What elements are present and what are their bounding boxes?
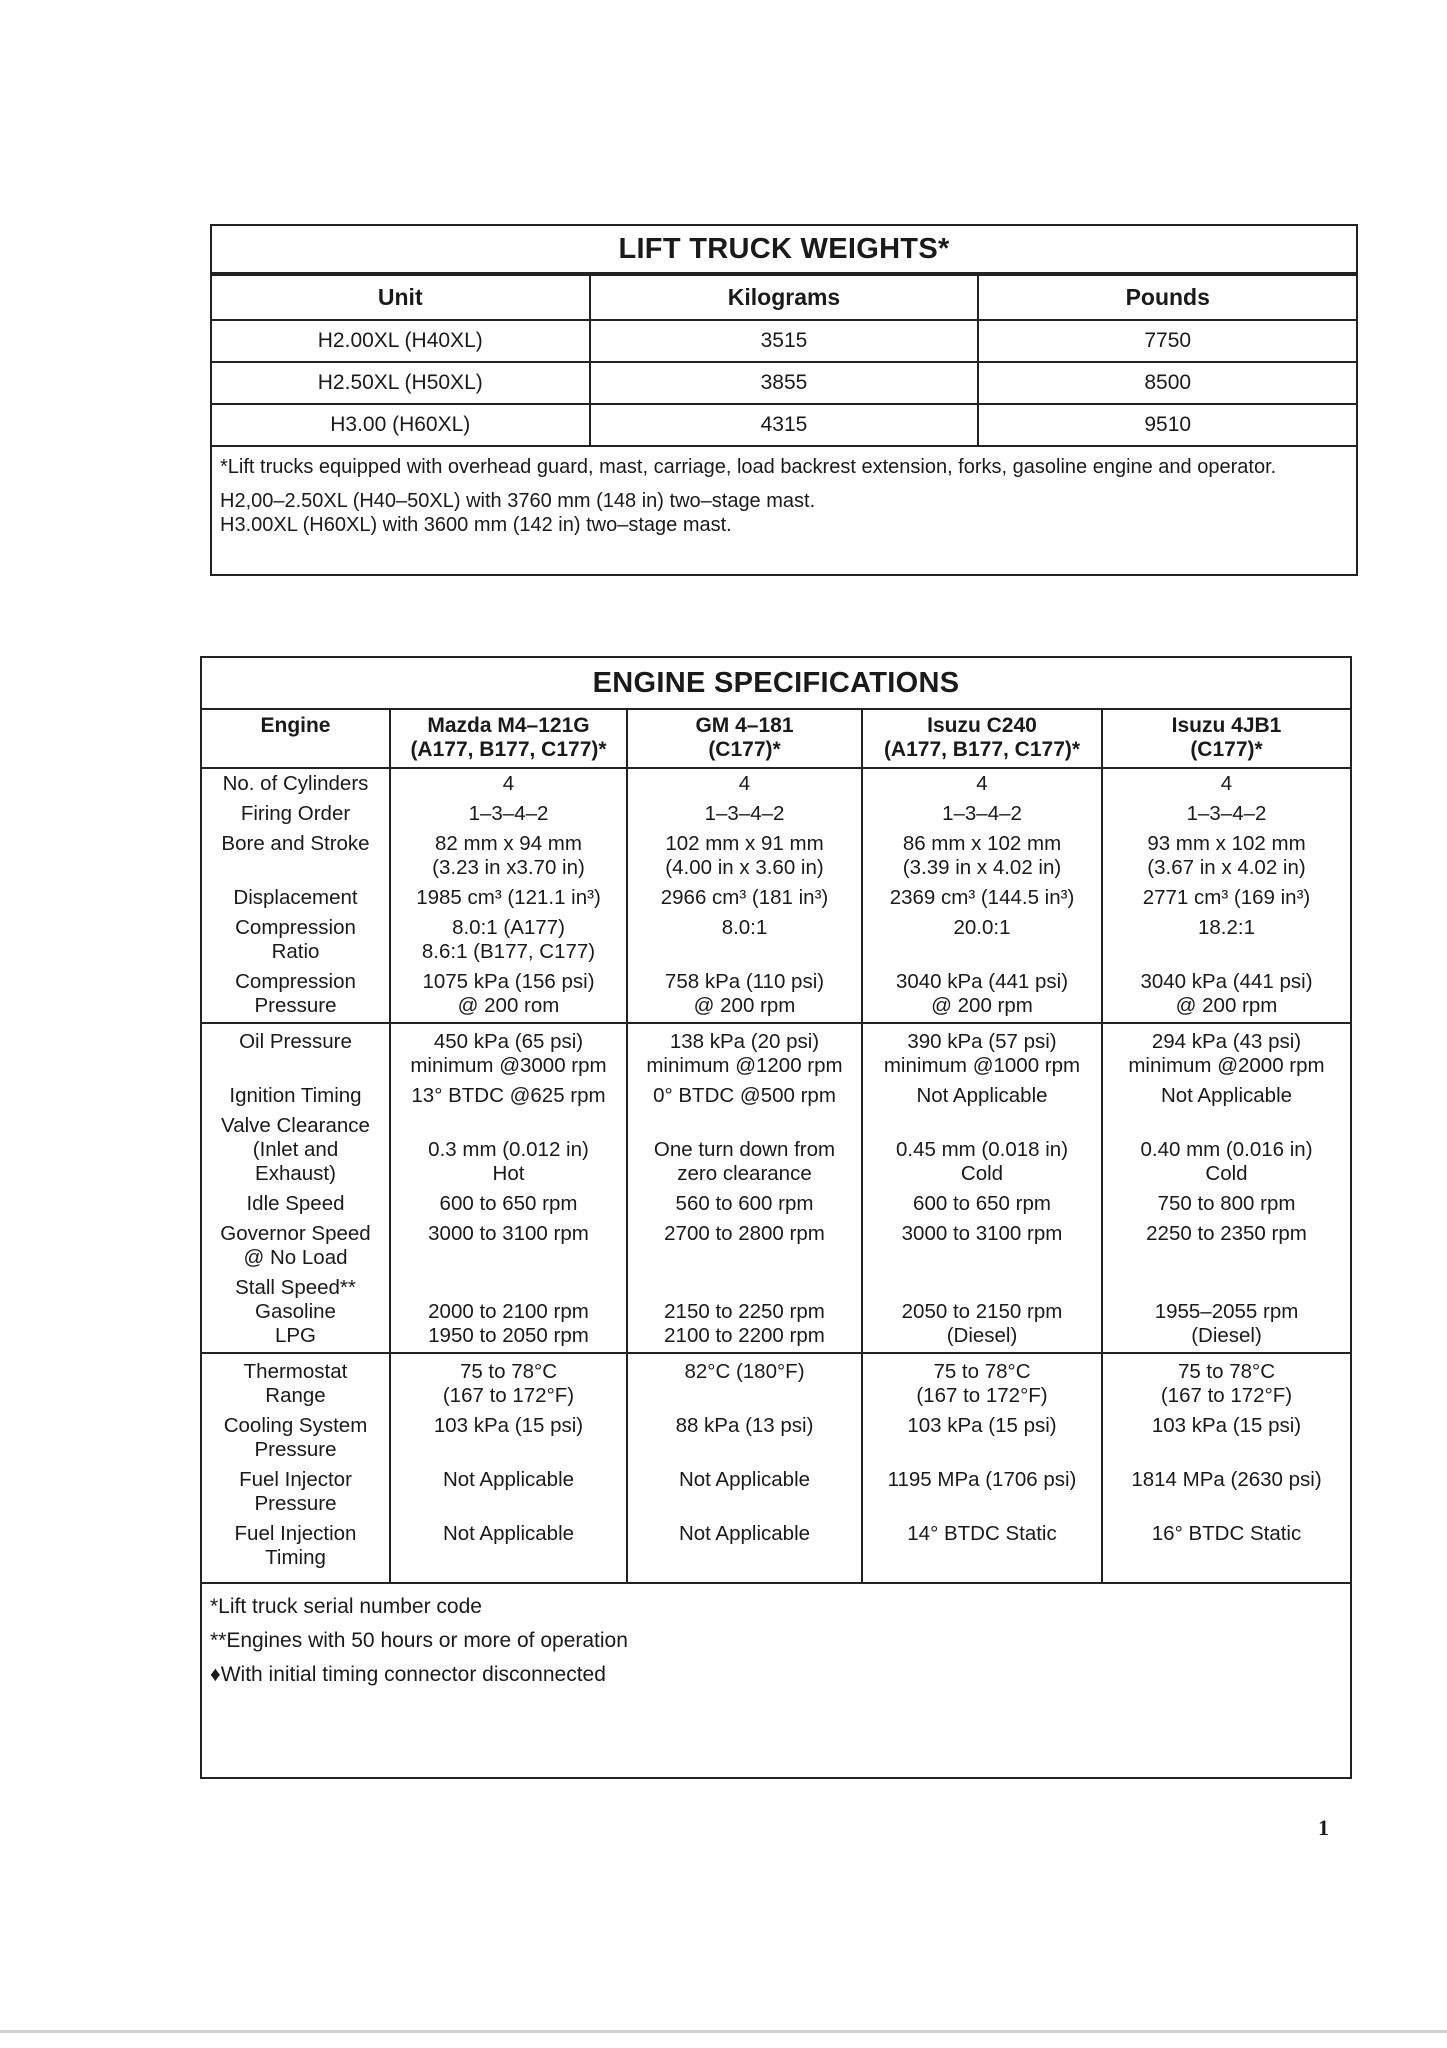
table-row xyxy=(202,1353,1350,1411)
pounds-cell: 7750 xyxy=(978,320,1356,362)
spec-value-cell: Not Applicable xyxy=(390,1465,627,1519)
spec-value-cell: 3000 to 3100 rpm xyxy=(390,1219,627,1273)
spec-value-cell: 75 to 78°C (167 to 172°F) xyxy=(390,1353,627,1411)
spec-value-cell: 1–3–4–2 xyxy=(627,799,862,829)
spec-value-cell: 16° BTDC Static xyxy=(1102,1519,1350,1583)
spec-value-cell: 1–3–4–2 xyxy=(862,799,1102,829)
spec-label-cell: No. of Cylinders xyxy=(202,768,390,799)
mast-note: H3.00XL (H60XL) with 3600 mm (142 in) two–stage mast. xyxy=(220,514,732,536)
kilograms-cell: 3855 xyxy=(590,362,979,404)
table-row xyxy=(202,967,1350,1023)
kilograms-cell: 4315 xyxy=(590,404,979,446)
spec-label-cell: Thermostat Range xyxy=(202,1353,390,1411)
header-engine-model: Isuzu 4JB1 (C177)* xyxy=(1102,710,1350,768)
spec-value-cell: Not Applicable xyxy=(627,1519,862,1583)
spec-value-cell: Not Applicable xyxy=(862,1081,1102,1111)
table-row xyxy=(202,768,1350,799)
header-engine: Engine xyxy=(202,710,390,768)
spec-value-cell: 0° BTDC @500 rpm xyxy=(627,1081,862,1111)
spec-value-cell: 4 xyxy=(1102,768,1350,799)
weights-title: LIFT TRUCK WEIGHTS* xyxy=(212,226,1356,274)
table-row xyxy=(202,799,1350,829)
engine-grid xyxy=(202,710,1350,1584)
table-row xyxy=(202,1023,1350,1081)
spec-value-cell: 600 to 650 rpm xyxy=(390,1189,627,1219)
spec-value-cell: 103 kPa (15 psi) xyxy=(1102,1411,1350,1465)
spec-label-cell: Stall Speed** Gasoline LPG xyxy=(202,1273,390,1353)
page-number: 1 xyxy=(1318,1815,1329,1840)
lift-truck-weights-table xyxy=(210,224,1358,576)
spec-label-cell: Compression Pressure xyxy=(202,967,390,1023)
spec-value-cell: 82 mm x 94 mm (3.23 in x3.70 in) xyxy=(390,829,627,883)
weights-notes xyxy=(212,447,1356,537)
spec-label-cell: Oil Pressure xyxy=(202,1023,390,1081)
spec-label-cell: Ignition Timing xyxy=(202,1081,390,1111)
header-engine-model: Isuzu C240 (A177, B177, C177)* xyxy=(862,710,1102,768)
spec-value-cell: 4 xyxy=(862,768,1102,799)
spec-value-cell: 1814 MPa (2630 psi) xyxy=(1102,1465,1350,1519)
spec-value-cell: 1–3–4–2 xyxy=(390,799,627,829)
spec-value-cell: 4 xyxy=(390,768,627,799)
spec-label-cell: Cooling System Pressure xyxy=(202,1411,390,1465)
spec-value-cell: 1–3–4–2 xyxy=(1102,799,1350,829)
table-row xyxy=(202,1273,1350,1353)
spec-value-cell: 93 mm x 102 mm (3.67 in x 4.02 in) xyxy=(1102,829,1350,883)
spec-value-cell: 294 kPa (43 psi) minimum @2000 rpm xyxy=(1102,1023,1350,1081)
spec-value-cell: 75 to 78°C (167 to 172°F) xyxy=(862,1353,1102,1411)
spec-value-cell: 1195 MPa (1706 psi) xyxy=(862,1465,1102,1519)
spec-label-cell: Governor Speed @ No Load xyxy=(202,1219,390,1273)
spec-value-cell: Not Applicable xyxy=(390,1519,627,1583)
pounds-cell: 9510 xyxy=(978,404,1356,446)
table-row xyxy=(202,913,1350,967)
spec-label-cell: Firing Order xyxy=(202,799,390,829)
spec-value-cell: 86 mm x 102 mm (3.39 in x 4.02 in) xyxy=(862,829,1102,883)
spec-value-cell: 2150 to 2250 rpm 2100 to 2200 rpm xyxy=(627,1273,862,1353)
table-row xyxy=(202,1111,1350,1189)
spec-value-cell: 600 to 650 rpm xyxy=(862,1189,1102,1219)
engine-specifications-table xyxy=(200,656,1352,1779)
spec-value-cell: 2250 to 2350 rpm xyxy=(1102,1219,1350,1273)
spec-value-cell: 8.0:1 (A177) 8.6:1 (B177, C177) xyxy=(390,913,627,967)
spec-value-cell: 8.0:1 xyxy=(627,913,862,967)
spec-value-cell: 0.40 mm (0.016 in) Cold xyxy=(1102,1111,1350,1189)
spec-value-cell: 450 kPa (65 psi) minimum @3000 rpm xyxy=(390,1023,627,1081)
header-kilograms: Kilograms xyxy=(590,275,979,320)
weights-grid xyxy=(212,274,1356,447)
spec-value-cell: 560 to 600 rpm xyxy=(627,1189,862,1219)
timing-connector-note: ♦With initial timing connector disconnected xyxy=(210,1663,606,1686)
spec-value-cell: 1955–2055 rpm (Diesel) xyxy=(1102,1273,1350,1353)
spec-label-cell: Valve Clearance (Inlet and Exhaust) xyxy=(202,1111,390,1189)
table-row xyxy=(212,404,1356,446)
table-row xyxy=(212,362,1356,404)
serial-code-note: *Lift truck serial number code xyxy=(210,1595,482,1618)
spec-value-cell: Not Applicable xyxy=(1102,1081,1350,1111)
header-engine-model: Mazda M4–121G (A177, B177, C177)* xyxy=(390,710,627,768)
spec-label-cell: Compression Ratio xyxy=(202,913,390,967)
spec-value-cell: 2050 to 2150 rpm (Diesel) xyxy=(862,1273,1102,1353)
spec-value-cell: 138 kPa (20 psi) minimum @1200 rpm xyxy=(627,1023,862,1081)
spec-value-cell: 3040 kPa (441 psi) @ 200 rpm xyxy=(1102,967,1350,1023)
spec-value-cell: 0.45 mm (0.018 in) Cold xyxy=(862,1111,1102,1189)
table-row xyxy=(202,1219,1350,1273)
unit-cell: H2.50XL (H50XL) xyxy=(212,362,590,404)
spec-value-cell: 1075 kPa (156 psi) @ 200 rom xyxy=(390,967,627,1023)
spec-value-cell: 2369 cm³ (144.5 in³) xyxy=(862,883,1102,913)
spec-value-cell: 2000 to 2100 rpm 1950 to 2050 rpm xyxy=(390,1273,627,1353)
engine-body xyxy=(202,768,1350,1583)
spec-value-cell: 13° BTDC @625 rpm xyxy=(390,1081,627,1111)
header-unit: Unit xyxy=(212,275,590,320)
spec-value-cell: 750 to 800 rpm xyxy=(1102,1189,1350,1219)
mast-note: H2,00–2.50XL (H40–50XL) with 3760 mm (148 in) two–stage mast. xyxy=(220,490,816,512)
table-row xyxy=(212,320,1356,362)
engine-title: ENGINE SPECIFICATIONS xyxy=(202,658,1350,710)
spec-label-cell: Fuel Injector Pressure xyxy=(202,1465,390,1519)
spec-value-cell: 4 xyxy=(627,768,862,799)
spec-value-cell: 14° BTDC Static xyxy=(862,1519,1102,1583)
spec-value-cell: 20.0:1 xyxy=(862,913,1102,967)
spec-label-cell: Displacement xyxy=(202,883,390,913)
spec-value-cell: 102 mm x 91 mm (4.00 in x 3.60 in) xyxy=(627,829,862,883)
weights-footnote: *Lift trucks equipped with overhead guard, mast, carriage, load backrest extension, forks, gasoline engine and operator. xyxy=(220,456,1277,478)
engine-notes xyxy=(202,1584,1350,1698)
spec-value-cell: 2966 cm³ (181 in³) xyxy=(627,883,862,913)
spec-value-cell: 2771 cm³ (169 in³) xyxy=(1102,883,1350,913)
table-row xyxy=(202,1465,1350,1519)
spec-value-cell: 0.3 mm (0.012 in) Hot xyxy=(390,1111,627,1189)
table-row xyxy=(202,1081,1350,1111)
hours-note: **Engines with 50 hours or more of operation xyxy=(210,1629,628,1652)
header-engine-model: GM 4–181 (C177)* xyxy=(627,710,862,768)
spec-value-cell: 88 kPa (13 psi) xyxy=(627,1411,862,1465)
spec-value-cell: 2700 to 2800 rpm xyxy=(627,1219,862,1273)
engine-header-row xyxy=(202,710,1350,768)
spec-value-cell: One turn down from zero clearance xyxy=(627,1111,862,1189)
scan-edge-line xyxy=(0,2030,1447,2033)
spec-value-cell: 75 to 78°C (167 to 172°F) xyxy=(1102,1353,1350,1411)
spec-value-cell: 1985 cm³ (121.1 in³) xyxy=(390,883,627,913)
spec-value-cell: 103 kPa (15 psi) xyxy=(862,1411,1102,1465)
spec-value-cell: 390 kPa (57 psi) minimum @1000 rpm xyxy=(862,1023,1102,1081)
spec-value-cell: 758 kPa (110 psi) @ 200 rpm xyxy=(627,967,862,1023)
spec-value-cell: 3040 kPa (441 psi) @ 200 rpm xyxy=(862,967,1102,1023)
spec-label-cell: Bore and Stroke xyxy=(202,829,390,883)
spec-label-cell: Idle Speed xyxy=(202,1189,390,1219)
table-row xyxy=(202,1519,1350,1583)
weights-header-row xyxy=(212,275,1356,320)
kilograms-cell: 3515 xyxy=(590,320,979,362)
pounds-cell: 8500 xyxy=(978,362,1356,404)
spec-value-cell: 18.2:1 xyxy=(1102,913,1350,967)
spec-value-cell: 103 kPa (15 psi) xyxy=(390,1411,627,1465)
table-row xyxy=(202,829,1350,883)
spec-value-cell: Not Applicable xyxy=(627,1465,862,1519)
table-row xyxy=(202,883,1350,913)
unit-cell: H3.00 (H60XL) xyxy=(212,404,590,446)
spec-value-cell: 82°C (180°F) xyxy=(627,1353,862,1411)
table-row xyxy=(202,1411,1350,1465)
table-row xyxy=(202,1189,1350,1219)
spec-label-cell: Fuel Injection Timing xyxy=(202,1519,390,1583)
spec-value-cell: 3000 to 3100 rpm xyxy=(862,1219,1102,1273)
header-pounds: Pounds xyxy=(978,275,1356,320)
unit-cell: H2.00XL (H40XL) xyxy=(212,320,590,362)
